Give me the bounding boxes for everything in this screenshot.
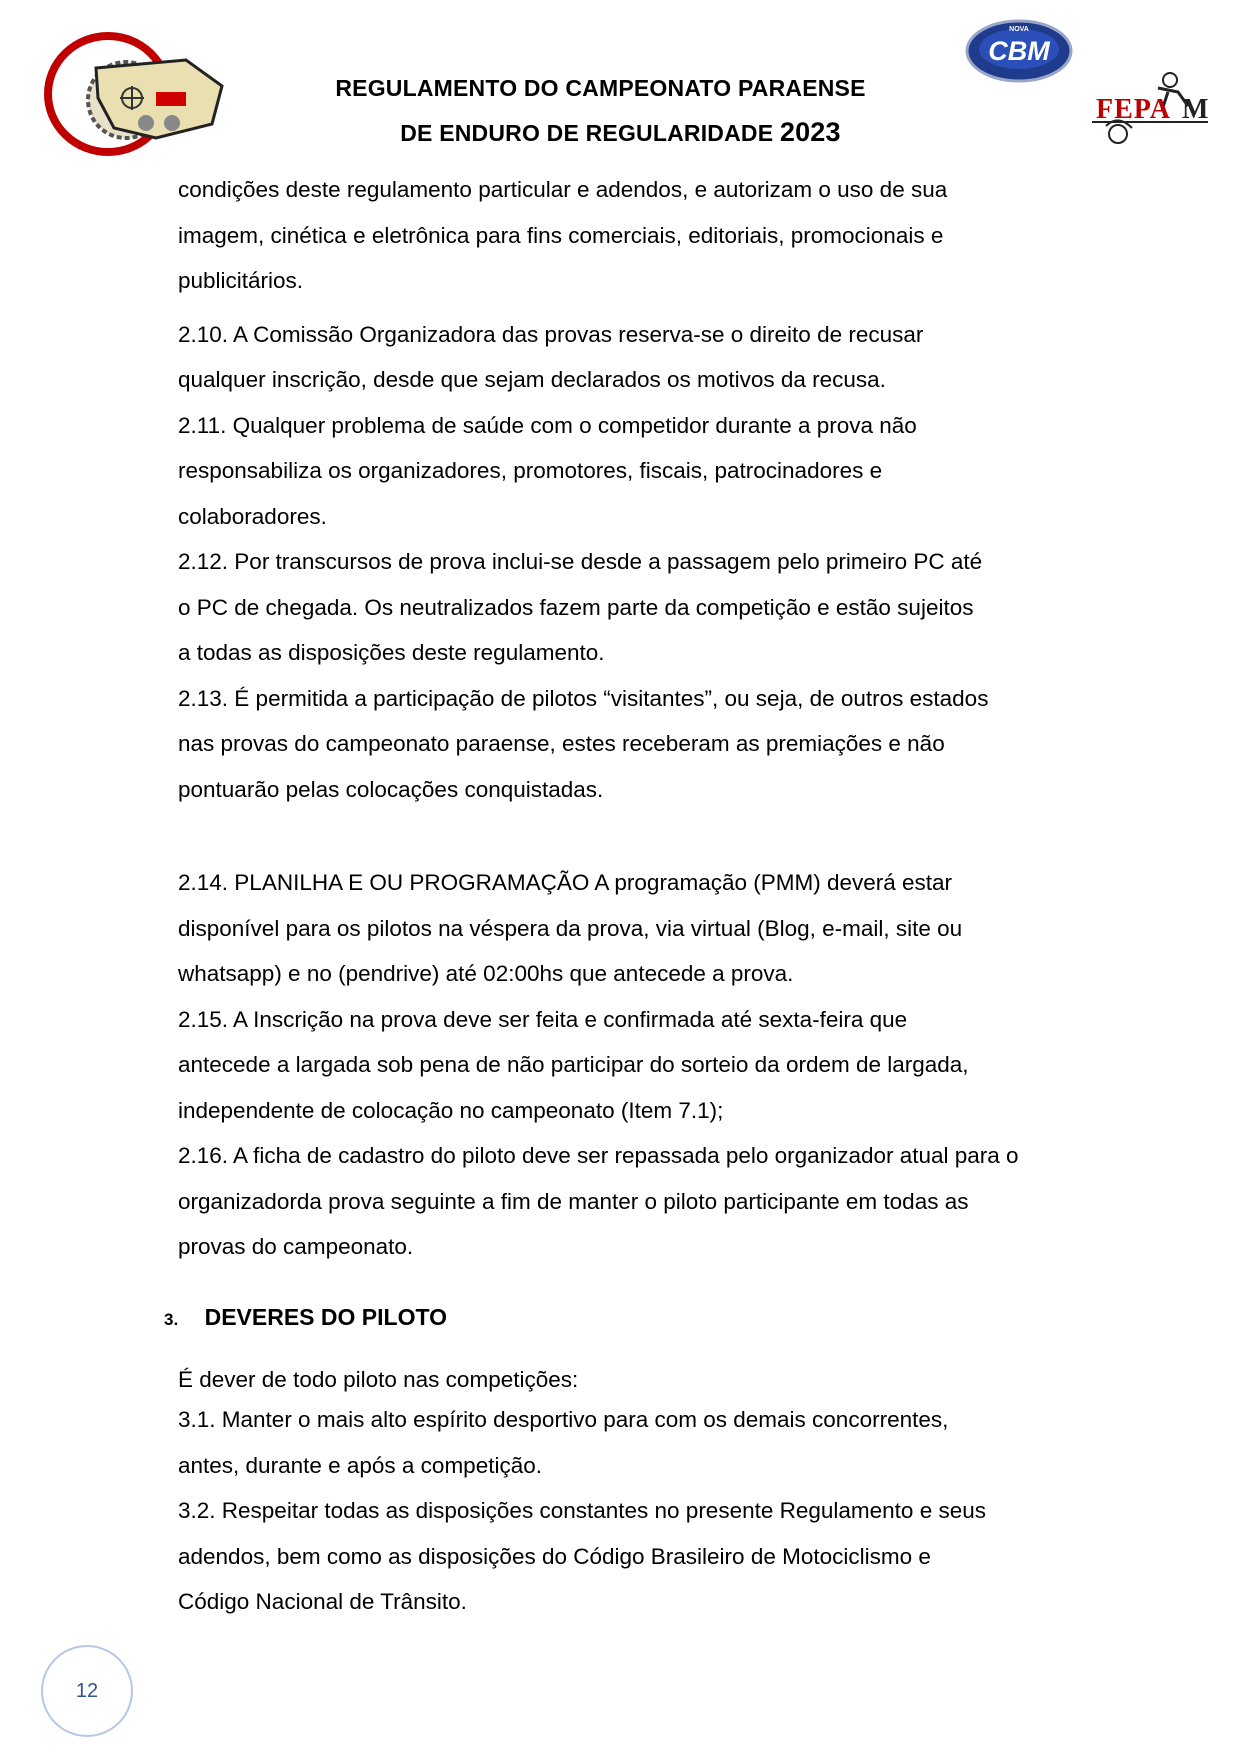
section-title: DEVERES DO PILOTO [204,1304,447,1330]
page-number: 12 [75,1679,99,1702]
section-number: 3. [164,1310,179,1329]
text-line: 2.12. Por transcursos de prova inclui-se desde a passagem pelo primeiro PC até [178,549,983,574]
text-line: 2.13. É permitida a participação de pilotos “visitantes”, ou seja, de outros estados [178,685,989,711]
cbm-logo-top-text: NOVA [1009,26,1029,33]
text-line: qualquer inscrição, desde que sejam declarados os motivos da recusa. [178,367,886,392]
text-line: 2.11. Qualquer problema de saúde com o competidor durante a prova não [178,412,917,438]
text-line: provas do campeonato. [178,1234,414,1259]
text-line: responsabiliza os organizadores, promotores, fiscais, patrocinadores e [178,458,883,483]
text-line: o PC de chegada. Os neutralizados fazem parte da competição e estão sujeitos [178,594,974,620]
text-line: condições deste regulamento particular e adendos, e autorizam o uso de sua [178,177,948,202]
document-year: 2023 [779,117,841,147]
text-line: nas provas do campeonato paraense, estes receberam as premiações e não [178,731,945,756]
body-text-block [178,167,1078,1270]
text-line: 3.1. Manter o mais alto espírito desportivo para com os demais concorrentes, [178,1407,949,1432]
page-number-badge [41,1645,133,1737]
svg-text:M: M [1182,94,1209,125]
text-line: 2.10. A Comissão Organizadora das provas reserva-se o direito de recusar [178,321,924,347]
document-title-line-2-text: DE ENDURO DE REGULARIDADE [400,120,774,146]
text-line: Código Nacional de Trânsito. [178,1589,467,1614]
text-line: antecede a largada sob pena de não participar do sorteio da ordem de largada, [178,1052,969,1077]
text-line: antes, durante e após a competição. [178,1452,542,1478]
section-intro: É dever de todo piloto nas competições: [178,1367,579,1392]
text-line: whatsapp) e no (pendrive) até 02:00hs que antecede a prova. [178,961,794,986]
text-line: disponível para os pilotos na véspera da prova, via virtual (Blog, e-mail, site ou [178,915,963,941]
text-line: a todas as disposições deste regulamento. [178,640,605,665]
text-line: independente de colocação no campeonato (Item 7.1); [178,1097,724,1123]
document-title-line-2 [0,117,1241,148]
text-line: colaboradores. [178,503,327,529]
svg-text:FEPA: FEPA [1096,94,1172,125]
document-title-line-1: REGULAMENTO DO CAMPEONATO PARAENSE [335,75,866,101]
text-line: organizadorda prova seguinte a fim de manter o piloto participante em todas as [178,1188,969,1214]
section-3-heading [164,1302,447,1335]
text-line: imagem, cinética e eletrônica para fins comerciais, editoriais, promocionais e [178,222,944,248]
text-line: adendos, bem como as disposições do Código Brasileiro de Motociclismo e [178,1543,931,1569]
text-line: pontuarão pelas colocações conquistadas. [178,776,604,802]
cbm-logo-text: CBM [988,36,1050,66]
text-line: 2.15. A Inscrição na prova deve ser feita e confirmada até sexta-feira que [178,1006,908,1032]
text-line: 3.2. Respeitar todas as disposições constantes no presente Regulamento e seus [178,1498,986,1523]
text-line: 2.14. PLANILHA E OU PROGRAMAÇÃO A programação (PMM) deverá estar [178,870,953,895]
text-line: publicitários. [178,268,304,293]
text-line: 2.16. A ficha de cadastro do piloto deve ser repassada pelo organizador atual para o [178,1143,1019,1168]
section-3-body [178,1363,1078,1625]
